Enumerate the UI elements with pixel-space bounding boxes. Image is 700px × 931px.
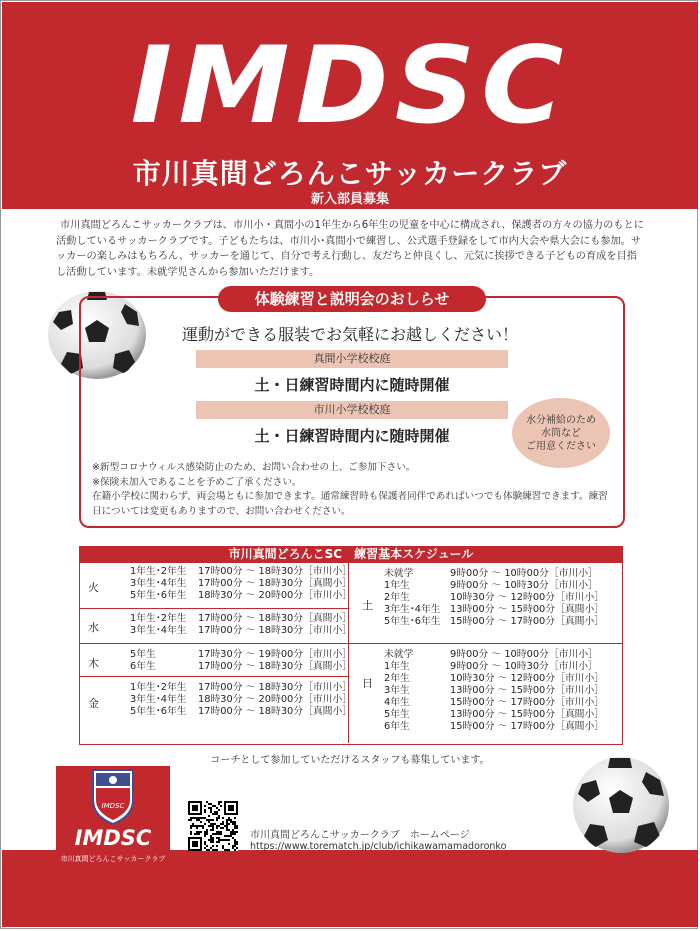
emblem-badge-text: IMDSC <box>101 802 125 810</box>
club-logo-text: IMDSC <box>130 24 570 148</box>
time: 13時00分 ～ 15時00分［真間小］ <box>450 709 605 720</box>
venue-label: 市川小学校校庭 <box>196 401 508 419</box>
schedule-row <box>130 625 352 637</box>
grade: 1年生･2年生 <box>130 613 187 624</box>
row-divider <box>80 676 348 677</box>
time: 17時00分 ～ 18時30分［真間小］ <box>198 613 353 624</box>
emblem-subtitle: 市川真間どろんこサッカークラブ <box>60 855 166 863</box>
schedule-row <box>130 682 352 694</box>
soccer-ball-icon <box>572 756 670 854</box>
grade: 5年生 <box>130 649 156 660</box>
time: 17時00分 ～ 18時30分［市川小］ <box>198 625 353 636</box>
note-line: ※新型コロナウィルス感染防止のため、お問い合わせの上、ご参加下さい。 <box>92 462 416 473</box>
time: 15時00分 ～ 17時00分［真間小］ <box>450 616 605 627</box>
schedule-row <box>384 568 604 580</box>
qr-code-icon[interactable] <box>188 801 238 851</box>
grade: 5年生 <box>384 709 410 720</box>
time: 15時00分 ～ 17時00分［市川小］ <box>450 697 605 708</box>
time: 17時00分 ～ 18時30分［真間小］ <box>198 578 353 589</box>
row-divider <box>80 608 348 609</box>
grade: 1年生･2年生 <box>130 682 187 693</box>
grade: 1年生 <box>384 580 410 591</box>
schedule-row <box>130 706 352 718</box>
day-label: 水 <box>88 621 99 634</box>
schedule-row <box>130 613 352 625</box>
note-line: ※保険未加入であることを予めご了承ください。 <box>92 476 302 488</box>
notice-line: 水分補給のため <box>526 414 596 426</box>
day-rows <box>130 613 352 637</box>
schedule-row <box>384 697 604 709</box>
schedule-row <box>384 685 604 697</box>
time: 17時00分 ～ 18時30分［市川小］ <box>198 682 353 693</box>
schedule-row <box>384 661 604 673</box>
day-label: 木 <box>88 657 99 670</box>
schedule-row <box>384 721 604 733</box>
time: 17時00分 ～ 18時30分［市川小］ <box>198 566 353 577</box>
grade: 4年生 <box>384 697 410 708</box>
time: 18時30分 ～ 20時00分［市川小］ <box>198 590 353 601</box>
grade: 6年生 <box>384 721 410 732</box>
time: 13時00分 ～ 15時00分［真間小］ <box>450 604 605 615</box>
day-rows <box>384 568 604 628</box>
schedule-row <box>384 616 604 628</box>
note-line: 在籍小学校に関わらず、両会場ともに参加できます。通常練習時も保護者同伴であればいつでも体験練習できます。練習日については変更もありますので、お問い合わせください。 <box>92 491 608 517</box>
homepage-link[interactable]: https://www.torematch.jp/club/ichikawamamadoronko <box>250 841 507 852</box>
time: 10時30分 ～ 12時00分［市川小］ <box>450 673 605 684</box>
day-label: 日 <box>362 677 373 690</box>
intro-paragraph: 市川真間どろんこサッカークラブは、市川小・真間小の1年生から6年生の児童を中心に構成され、保護者の方々の協力のもとに活動しているサッカークラブです。子どもたちは、市川小･真間小で練習し、公式選手登録をして市内大会や県大会にも参加。サッカーの楽しみはもちろん、サッカーを通じて、自分で考え行動し、友だちと仲良くし、元気に挨拶できる子どもの育成を目指し活動しています。未就学児さんから参加いただけます。 <box>56 220 644 278</box>
grade: 3年生･4年生 <box>130 578 187 589</box>
day-rows <box>130 649 352 673</box>
grade: 2年生 <box>384 673 410 684</box>
grade: 3年生･4年生 <box>130 625 187 636</box>
time: 18時30分 ～ 20時00分［市川小］ <box>198 694 353 705</box>
grade: 未就学 <box>384 649 414 660</box>
time: 9時00分 ～ 10時30分［市川小］ <box>450 580 598 591</box>
schedule-row <box>384 649 604 661</box>
time: 10時30分 ～ 12時00分［市川小］ <box>450 592 605 603</box>
time: 9時00分 ～ 10時00分［市川小］ <box>450 649 598 660</box>
grade: 3年生･4年生 <box>384 604 441 615</box>
schedule-row <box>130 661 352 673</box>
recruit-heading: 新入部員募集 <box>310 192 389 207</box>
grade: 5年生･6年生 <box>130 706 187 717</box>
notice-line: ご用意ください <box>526 440 596 452</box>
schedule-row <box>130 694 352 706</box>
day-rows <box>130 682 352 718</box>
day-rows <box>384 649 604 733</box>
schedule-row <box>384 580 604 592</box>
shield-icon <box>56 766 170 826</box>
grade: 未就学 <box>384 568 414 579</box>
day-label: 土 <box>362 599 373 612</box>
trial-notes <box>92 461 617 519</box>
venue-session: 土・日練習時間内に随時開催 <box>254 376 450 394</box>
soccer-ball-right <box>572 756 670 854</box>
grade: 5年生･6年生 <box>130 590 187 601</box>
schedule-row <box>130 590 352 602</box>
time: 17時00分 ～ 18時30分［真間小］ <box>198 706 353 717</box>
homepage-title: 市川真間どろんこサッカークラブ ホームページ <box>250 830 470 841</box>
club-emblem <box>56 766 170 870</box>
grade: 1年生 <box>384 661 410 672</box>
water-bottle-notice <box>512 398 610 468</box>
venue-session: 土・日練習時間内に随時開催 <box>254 427 450 445</box>
time: 17時30分 ～ 19時00分［市川小］ <box>198 649 353 660</box>
schedule-row <box>384 604 604 616</box>
time: 17時00分 ～ 18時30分［真間小］ <box>198 661 353 672</box>
grade: 5年生･6年生 <box>384 616 441 627</box>
time: 9時00分 ～ 10時30分［市川小］ <box>450 661 598 672</box>
grade: 3年生･4年生 <box>130 694 187 705</box>
schedule-row <box>130 566 352 578</box>
grade: 2年生 <box>384 592 410 603</box>
schedule-title: 市川真間どろんこSC 練習基本スケジュール <box>79 546 623 563</box>
schedule-row <box>130 578 352 590</box>
club-name: 市川真間どろんこサッカークラブ <box>132 157 568 190</box>
schedule-row <box>130 649 352 661</box>
grade: 3年生 <box>384 685 410 696</box>
trial-lead-text: 運動ができる服装でお気軽にお越しください！ <box>181 325 518 344</box>
time: 9時00分 ～ 10時00分［市川小］ <box>450 568 598 579</box>
time: 13時00分 ～ 15時00分［市川小］ <box>450 685 605 696</box>
day-label: 火 <box>88 581 99 594</box>
schedule-row <box>384 709 604 721</box>
emblem-name: IMDSC <box>74 826 152 850</box>
venue-label: 真間小学校校庭 <box>196 350 508 368</box>
header-banner <box>2 2 698 209</box>
schedule-row <box>384 592 604 604</box>
row-divider <box>80 643 623 644</box>
time: 15時00分 ～ 17時00分［真間小］ <box>450 721 605 732</box>
grade: 1年生･2年生 <box>130 566 187 577</box>
schedule-table <box>79 563 623 745</box>
trial-title: 体験練習と説明会のおしらせ <box>218 286 486 312</box>
staff-recruit-text: コーチとして参加していただけるスタッフも募集しています。 <box>210 755 490 766</box>
day-label: 金 <box>88 697 99 710</box>
notice-line: 水筒など <box>541 427 581 439</box>
schedule-row <box>384 673 604 685</box>
day-rows <box>130 566 352 602</box>
grade: 6年生 <box>130 661 156 672</box>
